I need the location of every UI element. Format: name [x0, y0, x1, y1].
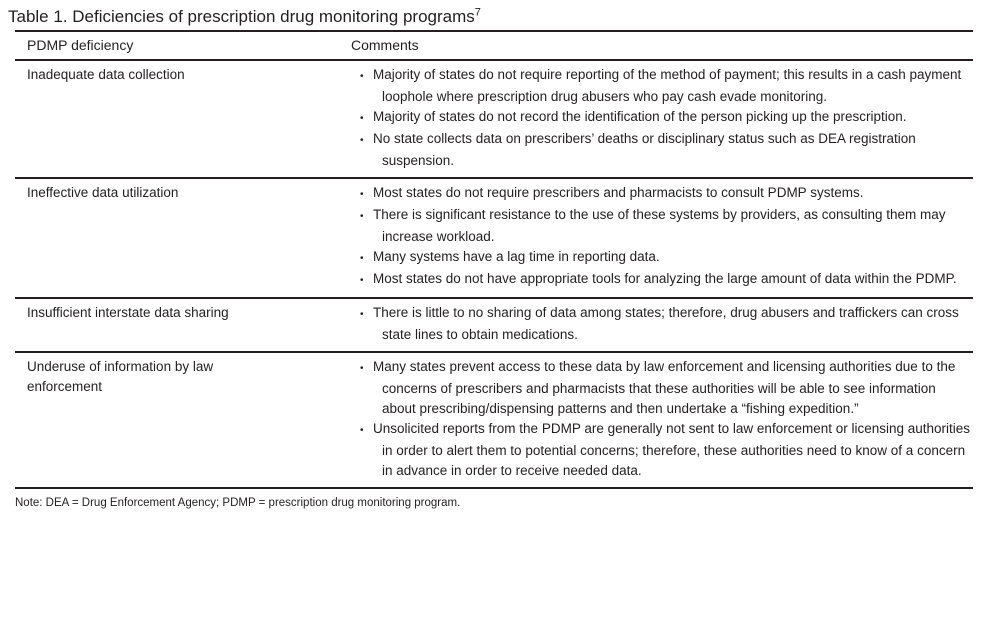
table-note: Note: DEA = Drug Enforcement Agency; PDMP = prescription drug monitoring program.	[15, 497, 461, 509]
comment-item	[351, 357, 973, 419]
table-title-text: Table 1. Deficiencies of prescription drug monitoring programs	[8, 7, 475, 26]
comment-text: No state collects data on prescribers’ deaths or disciplinary status such as DEA registration suspension.	[373, 131, 916, 168]
comment-text: Many states prevent access to these data by law enforcement and licensing authorities due to the concerns of prescribers and pharmacists that these authorities will be able to see information about prescribing/dispensing patterns and then undertake a “fishing expedition.”	[373, 359, 956, 416]
bullet-icon: •	[360, 363, 364, 374]
deficiency-cell	[15, 303, 351, 345]
deficiency-label: Ineffective data utilization	[27, 185, 179, 200]
table-title-reference: 7	[474, 6, 481, 19]
bullet-icon: •	[360, 309, 364, 320]
comment-text: Most states do not have appropriate tools for analyzing the large amount of data within the PDMP.	[373, 271, 957, 286]
comment-item	[351, 303, 973, 345]
comment-text: Many systems have a lag time in reporting data.	[373, 249, 660, 264]
table-body	[15, 61, 973, 489]
pdmp-deficiency-table	[15, 30, 973, 510]
column-header-deficiency: PDMP deficiency	[27, 37, 134, 53]
column-header-comments: Comments	[351, 37, 419, 53]
table-header-row	[15, 30, 973, 61]
deficiency-label: Underuse of information by law enforcement	[27, 359, 214, 394]
bullet-icon: •	[360, 71, 364, 82]
bullet-icon: •	[360, 113, 364, 124]
comment-item	[351, 269, 973, 291]
comment-text: There is significant resistance to the use of these systems by providers, as consulting them may increase workload.	[373, 207, 946, 244]
table-title	[8, 6, 1000, 27]
bullet-icon: •	[360, 275, 364, 286]
comment-text: There is little to no sharing of data among states; therefore, drug abusers and traffickers can cross state lines to obtain medications.	[373, 305, 959, 342]
table-row	[15, 353, 973, 489]
bullet-icon: •	[360, 425, 364, 436]
deficiency-cell	[15, 357, 351, 481]
comment-item	[351, 419, 973, 481]
deficiency-label: Insufficient interstate data sharing	[27, 305, 229, 320]
comment-text: Majority of states do not require reporting of the method of payment; this results in a cash payment loophole where prescription drug abusers who pay cash evade monitoring.	[373, 67, 962, 104]
comment-item	[351, 183, 973, 205]
table-row	[15, 179, 973, 299]
comment-item	[351, 107, 973, 129]
table-row	[15, 299, 973, 353]
bullet-icon: •	[360, 135, 364, 146]
comment-item	[351, 247, 973, 269]
table-row	[15, 61, 973, 179]
comment-text: Majority of states do not record the identification of the person picking up the prescription.	[373, 109, 907, 124]
bullet-icon: •	[360, 211, 364, 222]
bullet-icon: •	[360, 189, 364, 200]
deficiency-cell	[15, 183, 351, 291]
comment-item	[351, 65, 973, 107]
deficiency-label: Inadequate data collection	[27, 67, 185, 82]
comments-cell	[351, 357, 973, 481]
bullet-icon: •	[360, 253, 364, 264]
comment-item	[351, 129, 973, 171]
comments-cell	[351, 183, 973, 291]
comment-text: Unsolicited reports from the PDMP are generally not sent to law enforcement or licensing authorities in order to alert them to potential concerns; therefore, these authorities need to know of a concern in advance in order to receive needed data.	[373, 421, 971, 478]
deficiency-cell	[15, 65, 351, 171]
comments-cell	[351, 65, 973, 171]
comment-text: Most states do not require prescribers and pharmacists to consult PDMP systems.	[373, 185, 864, 200]
comments-cell	[351, 303, 973, 345]
comment-item	[351, 205, 973, 247]
